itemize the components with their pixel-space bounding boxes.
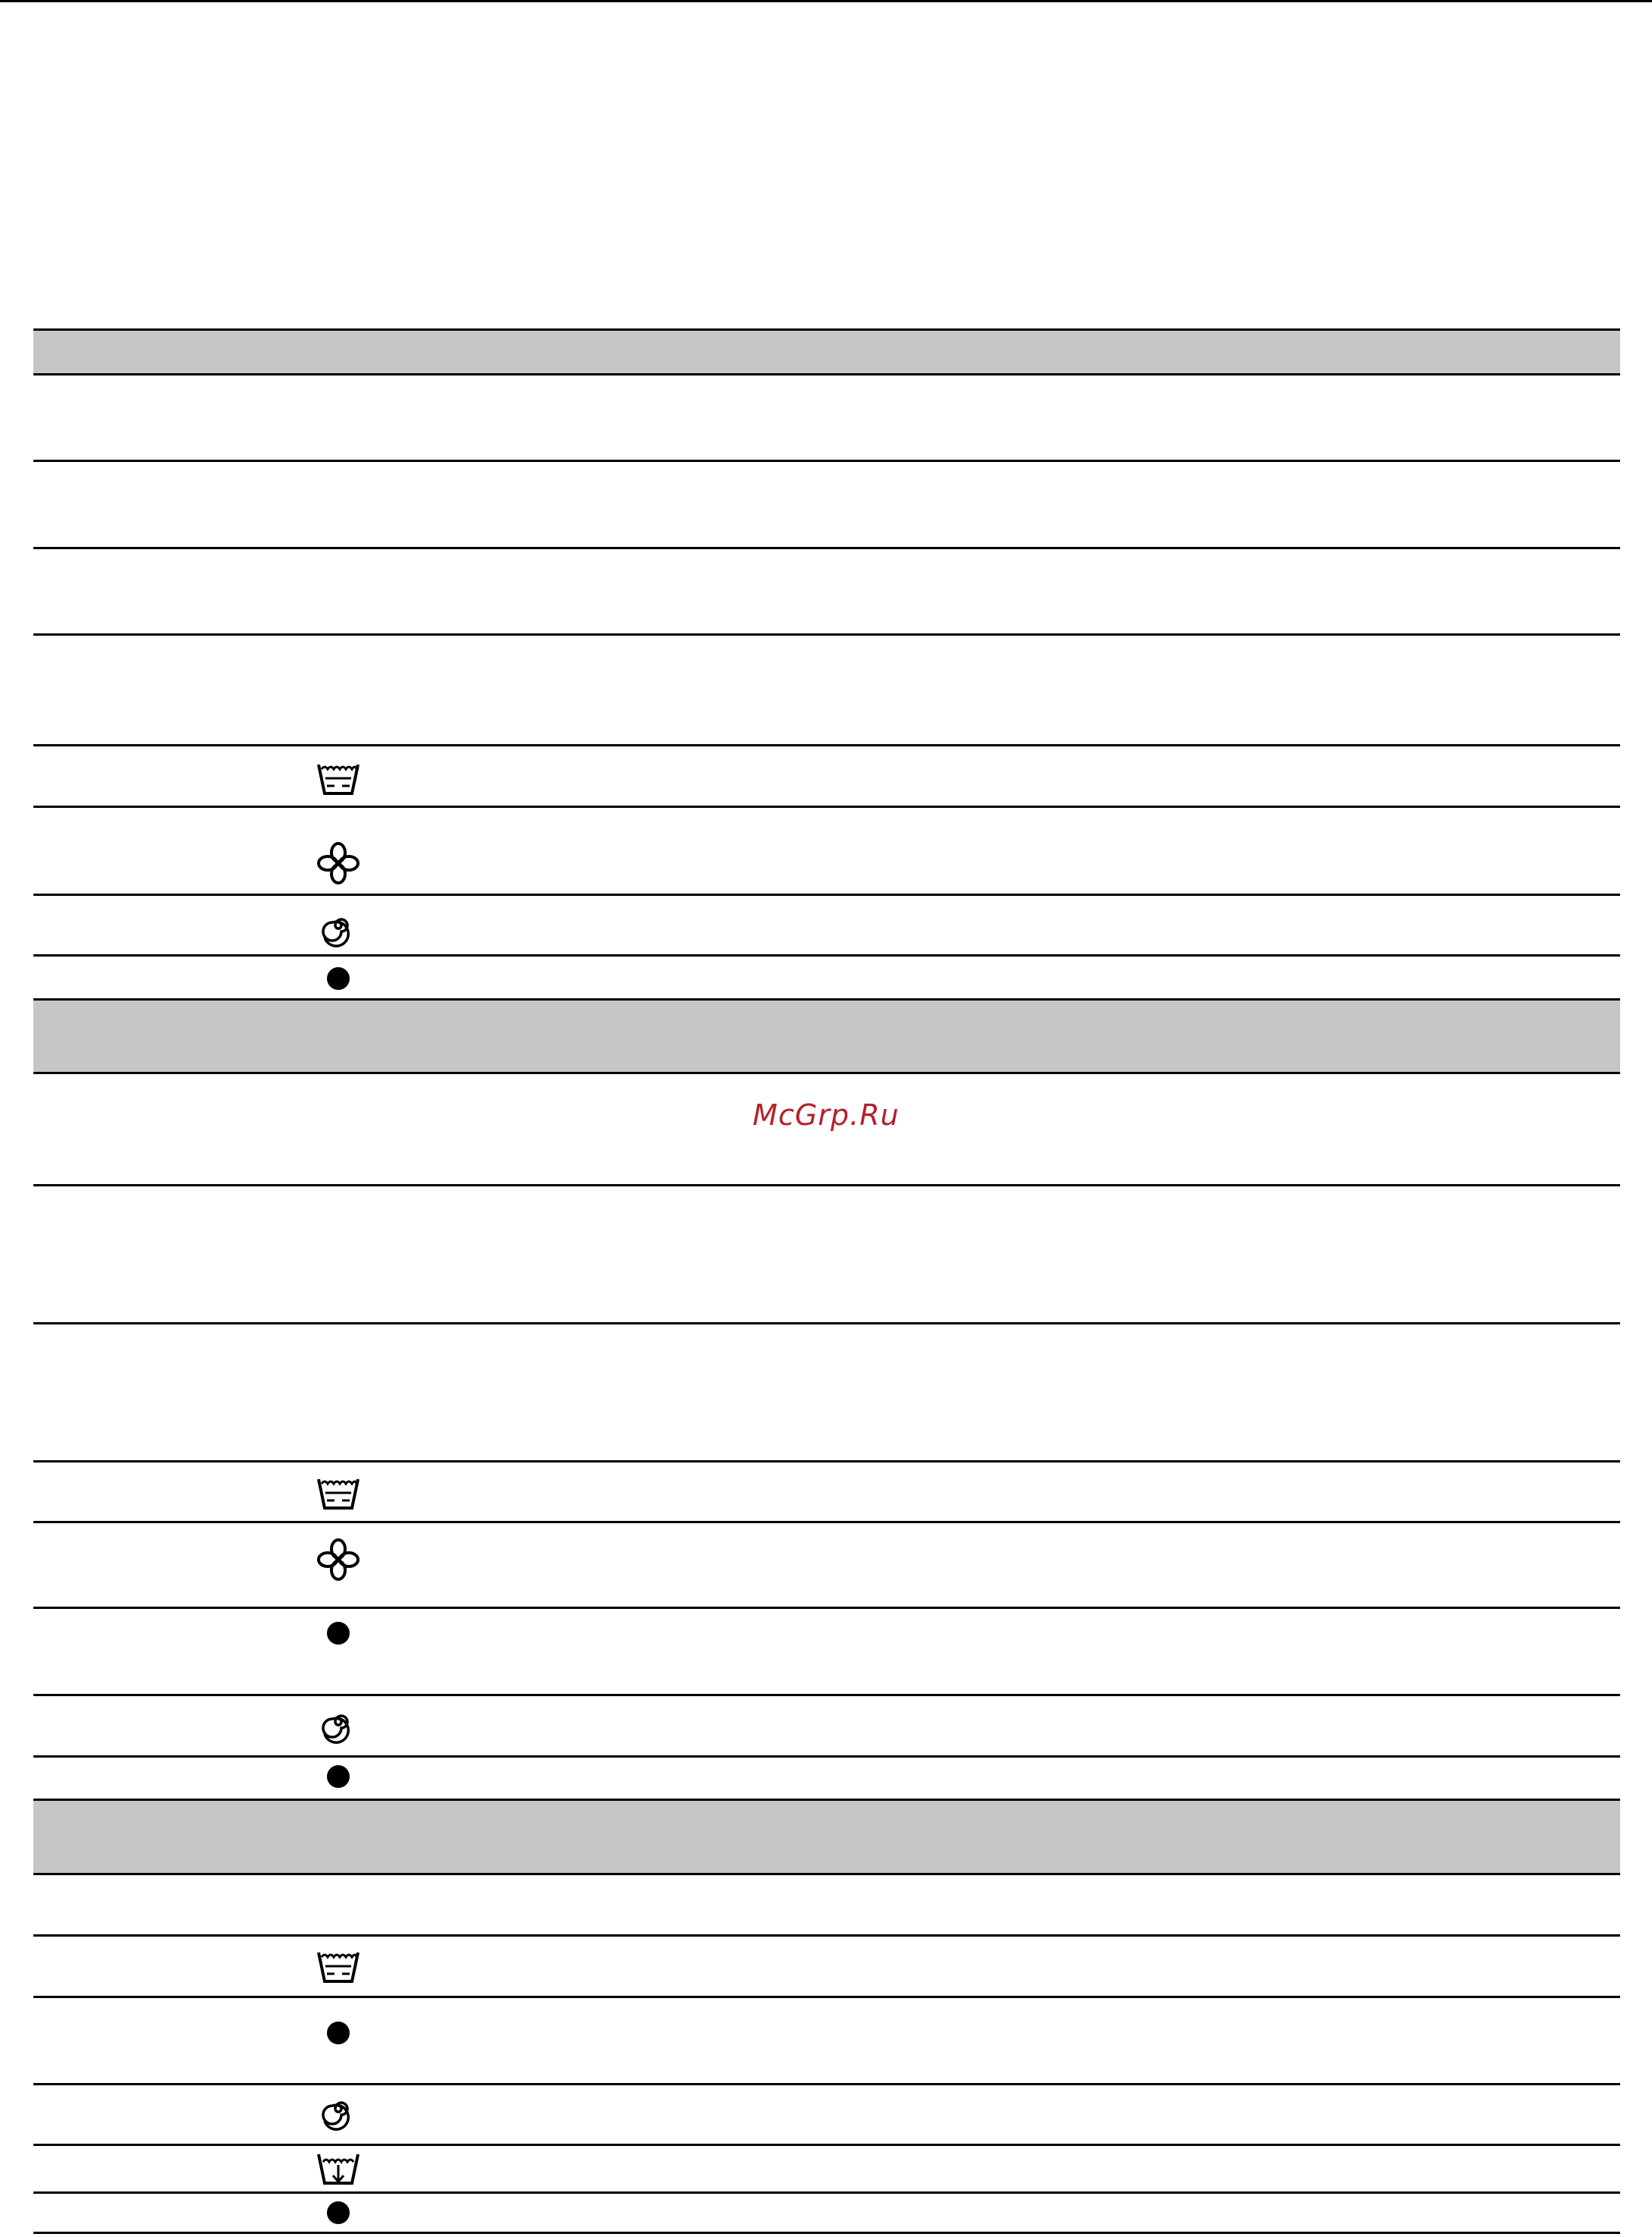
dot-icon — [316, 2010, 361, 2056]
table-rule — [33, 2232, 1620, 2234]
table-rule — [33, 806, 1620, 808]
dot-icon — [316, 1610, 361, 1656]
table-rule — [33, 2191, 1620, 2194]
section-header-band — [33, 1000, 1620, 1073]
table-rule — [33, 2144, 1620, 2146]
table-rule — [33, 373, 1620, 375]
dot-icon — [316, 2190, 361, 2235]
table-rule — [33, 1322, 1620, 1324]
table-rule — [33, 1755, 1620, 1758]
spiral-icon — [316, 903, 361, 948]
table-rule — [33, 744, 1620, 746]
table-rule — [33, 460, 1620, 462]
drain-basin-icon — [316, 2147, 361, 2192]
table-rule — [33, 1072, 1620, 1074]
watermark: McGrp.Ru — [752, 1098, 900, 1132]
table-rule — [33, 2083, 1620, 2085]
dot-icon — [316, 1754, 361, 1799]
wash-basin-icon — [316, 1469, 361, 1514]
wash-basin-icon — [316, 754, 361, 800]
section-header-band — [33, 329, 1620, 375]
table-rule — [33, 1607, 1620, 1609]
table-rule — [33, 1521, 1620, 1523]
table-rule — [33, 547, 1620, 549]
table-rule — [33, 1184, 1620, 1186]
dot-icon — [316, 956, 361, 1001]
table-rule — [33, 894, 1620, 896]
section-header-band — [33, 1801, 1620, 1874]
top-border — [0, 0, 1652, 2]
table-rule — [33, 1873, 1620, 1875]
table-rule — [33, 1460, 1620, 1463]
spiral-icon — [316, 1699, 361, 1745]
flower-icon — [316, 1537, 361, 1582]
table-rule — [33, 1934, 1620, 1937]
table-rule — [33, 1996, 1620, 1998]
table-rule — [33, 1694, 1620, 1696]
table-rule — [33, 954, 1620, 957]
spiral-icon — [316, 2086, 361, 2132]
wash-basin-icon — [316, 1942, 361, 1987]
table-rule — [33, 633, 1620, 636]
table-rule — [33, 998, 1620, 1001]
flower-icon — [316, 840, 361, 886]
table-rule — [33, 328, 1620, 331]
